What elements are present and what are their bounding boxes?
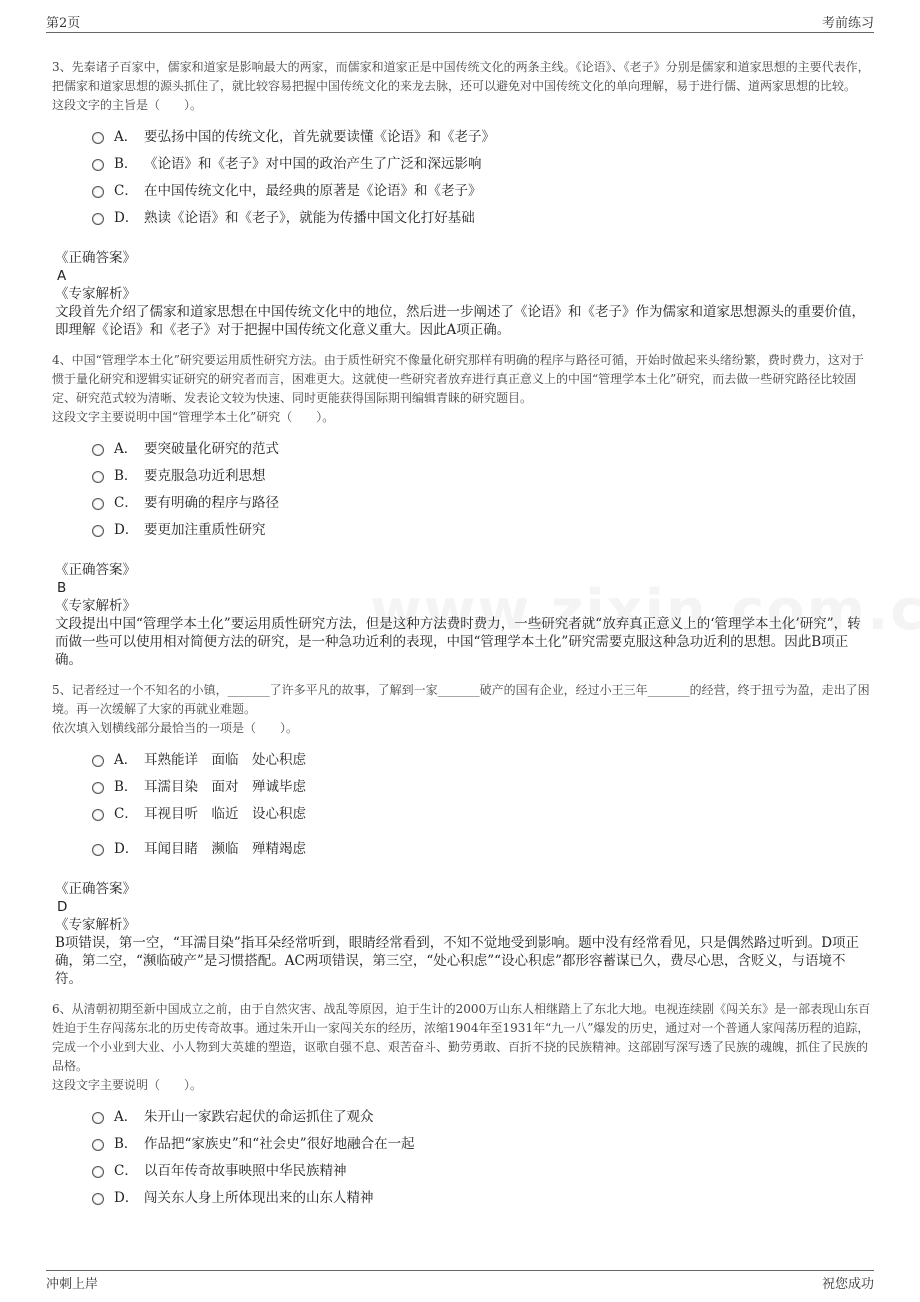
option-text: 闯关东人身上所体现出来的山东人精神 <box>144 1189 374 1206</box>
option-text: 耳濡目染 面对 殚诚毕虑 <box>144 778 306 795</box>
radio-icon[interactable] <box>92 213 104 225</box>
option-d[interactable] <box>92 833 872 860</box>
option-d[interactable] <box>92 1182 872 1209</box>
option-letter: A． <box>114 440 138 457</box>
question-prompt: 这段文字主要说明（ ）。 <box>52 1078 203 1092</box>
page-number: 第2页 <box>46 16 81 31</box>
option-letter: A． <box>114 1108 138 1125</box>
option-text: 以百年传奇故事映照中华民族精神 <box>144 1162 347 1179</box>
answer-label: 《正确答案》 <box>55 562 136 578</box>
option-text: 耳视目听 临近 设心积虑 <box>144 805 306 822</box>
option-a[interactable] <box>92 1101 872 1128</box>
question-stem: 4、中国“管理学本土化”研究要运用质性研究方法。由于质性研究不像量化研究那样有明确的程序与路径可循，开始时做起来头绪纷繁，费时费力，这对于惯于量化研究和逻辑实证研究的研究者而言，困难更大。这就使一些研究者放弃进行真正意义上的中国“管理学本土化”研究，而去做一些研究路径比较固定、研究范式较为清晰、发表论文较为快速、同时更能获得国际期刊编辑青睐的研究题目。 <box>52 353 864 405</box>
answer-block <box>55 561 872 669</box>
option-c[interactable] <box>92 175 872 202</box>
option-letter: D． <box>114 1189 139 1206</box>
option-text: 熟读《论语》和《老子》，就能为传播中国文化打好基础 <box>144 209 475 226</box>
question-stem: 5、记者经过一个不知名的小镇，_______了许多平凡的故事，了解到一家_______破产的国有企业，经过小王三年_______的经营，终于扭亏为盈，走出了困境。再一次缓解了大家的再就业难题。 <box>52 683 870 716</box>
analysis-text: 文段首先介绍了儒家和道家思想在中国传统文化中的地位，然后进一步阐述了《论语》和《老子》作为儒家和道家思想源头的重要价值，即理解《论语》和《老子》对于把握中国传统文化意义重大。因此A项正确。 <box>55 304 865 338</box>
option-c[interactable] <box>92 798 872 825</box>
option-letter: C． <box>114 494 138 511</box>
option-c[interactable] <box>92 1155 872 1182</box>
option-text: 要突破量化研究的范式 <box>144 440 279 457</box>
radio-icon[interactable] <box>92 498 104 510</box>
answer-value: B <box>57 580 67 596</box>
radio-icon[interactable] <box>92 1166 104 1178</box>
option-text: 朱开山一家跌宕起伏的命运抓住了观众 <box>144 1108 374 1125</box>
answer-label: 《正确答案》 <box>55 250 136 266</box>
question-prompt: 依次填入划横线部分最恰当的一项是（ ）。 <box>52 721 299 735</box>
answer-block <box>55 249 872 339</box>
option-letter: D． <box>114 209 139 226</box>
page-header <box>46 12 874 33</box>
option-d[interactable] <box>92 202 872 229</box>
answer-value: A <box>57 268 67 284</box>
question-prompt: 这段文字主要说明中国“管理学本土化”研究（ ）。 <box>52 410 335 424</box>
question-list <box>52 58 872 1209</box>
option-letter: B． <box>114 1135 138 1152</box>
radio-icon[interactable] <box>92 1193 104 1205</box>
option-letter: D． <box>114 521 139 538</box>
option-letter: C． <box>114 1162 138 1179</box>
option-d[interactable] <box>92 514 872 541</box>
option-c[interactable] <box>92 487 872 514</box>
option-text: 要更加注重质性研究 <box>144 521 266 538</box>
analysis-label: 《专家解析》 <box>55 917 136 933</box>
option-text: 要克服急功近利思想 <box>144 467 266 484</box>
option-letter: D． <box>114 840 139 857</box>
option-b[interactable] <box>92 460 872 487</box>
option-list <box>92 433 872 541</box>
footer-left: 冲刺上岸 <box>46 1277 99 1292</box>
question-stem: 3、先秦诸子百家中，儒家和道家是影响最大的两家，而儒家和道家正是中国传统文化的两条主线。《论语》、《老子》分别是儒家和道家思想的主要代表作，把儒家和道家思想的源头抓住了，就比较容易把握中国传统文化的来龙去脉，还可以避免对中国传统文化的单向理解，易于进行儒、道两家思想的比较。 <box>52 60 870 93</box>
answer-label: 《正确答案》 <box>55 881 136 897</box>
option-a[interactable] <box>92 744 872 771</box>
radio-icon[interactable] <box>92 809 104 821</box>
question-3 <box>52 58 872 339</box>
answer-value: D <box>57 899 68 915</box>
answer-block <box>55 880 872 988</box>
header-title: 考前练习 <box>821 16 874 31</box>
radio-icon[interactable] <box>92 782 104 794</box>
analysis-label: 《专家解析》 <box>55 286 136 302</box>
option-letter: B． <box>114 155 138 172</box>
analysis-text: B项错误，第一空，“耳濡目染”指耳朵经常听到，眼睛经常看到，不知不觉地受到影响。题中没有经常看见，只是偶然路过听到。D项正确，第二空，“濒临破产”是习惯搭配。AC两项错误，第三空，“处心积虑”“设心积虑”都形容蓄谋已久，费尽心思，含贬义，与语境不符。 <box>55 935 860 987</box>
option-text: 要有明确的程序与路径 <box>144 494 279 511</box>
question-4 <box>52 351 872 669</box>
radio-icon[interactable] <box>92 444 104 456</box>
page-footer <box>46 1270 874 1293</box>
analysis-label: 《专家解析》 <box>55 598 136 614</box>
option-list <box>92 744 872 860</box>
radio-icon[interactable] <box>92 525 104 537</box>
option-a[interactable] <box>92 121 872 148</box>
radio-icon[interactable] <box>92 186 104 198</box>
question-prompt: 这段文字的主旨是（ ）。 <box>52 98 203 112</box>
option-text: 耳闻目睹 濒临 殚精竭虑 <box>144 840 306 857</box>
option-letter: C． <box>114 182 138 199</box>
option-letter: B． <box>114 778 138 795</box>
option-a[interactable] <box>92 433 872 460</box>
option-text: 在中国传统文化中，最经典的原著是《论语》和《老子》 <box>144 182 482 199</box>
option-letter: A． <box>114 751 138 768</box>
radio-icon[interactable] <box>92 132 104 144</box>
option-text: 耳熟能详 面临 处心积虑 <box>144 751 306 768</box>
radio-icon[interactable] <box>92 844 104 856</box>
option-text: 要弘扬中国的传统文化，首先就要读懂《论语》和《老子》 <box>144 128 495 145</box>
question-stem: 6、从清朝初期至新中国成立之前，由于自然灾害、战乱等原因，迫于生计的2000万山东人相继踏上了东北大地。电视连续剧《闯关东》是一部表现山东百姓迫于生存闯荡东北的历史传奇故事。通过朱开山一家闯关东的经历，浓缩1904年至1931年“九一八”爆发的历史，通过对一个普通人家闯荡历程的追踪，完成一个小业到大业、小人物到大英雄的塑造，讴歌自强不息、艰苦奋斗、勤劳勇敢、百折不挠的民族精神。这部剧写深写透了民族的魂魄，抓住了民族的品格。 <box>52 1002 871 1073</box>
radio-icon[interactable] <box>92 1139 104 1151</box>
option-list <box>92 121 872 229</box>
question-5 <box>52 681 872 988</box>
option-letter: C． <box>114 805 138 822</box>
radio-icon[interactable] <box>92 159 104 171</box>
radio-icon[interactable] <box>92 1112 104 1124</box>
option-text: 作品把“家族史”和“社会史”很好地融合在一起 <box>144 1135 415 1152</box>
radio-icon[interactable] <box>92 471 104 483</box>
option-letter: B． <box>114 467 138 484</box>
option-b[interactable] <box>92 148 872 175</box>
option-letter: A． <box>114 128 138 145</box>
footer-right: 祝您成功 <box>821 1277 874 1292</box>
option-text: 《论语》和《老子》对中国的政治产生了广泛和深远影响 <box>144 155 482 172</box>
radio-icon[interactable] <box>92 755 104 767</box>
option-b[interactable] <box>92 1128 872 1155</box>
option-b[interactable] <box>92 771 872 798</box>
analysis-text: 文段提出中国“管理学本土化”要运用质性研究方法，但是这种方法费时费力，一些研究者就“放弃真正意义上的‘管理学本土化’研究”，转而做一些可以使用相对简便方法的研究，是一种急功近利的表现，中国“管理学本土化”研究需要克服这种急功近利的思想。因此B项正确。 <box>55 616 861 668</box>
option-list <box>92 1101 872 1209</box>
question-6 <box>52 1000 872 1209</box>
